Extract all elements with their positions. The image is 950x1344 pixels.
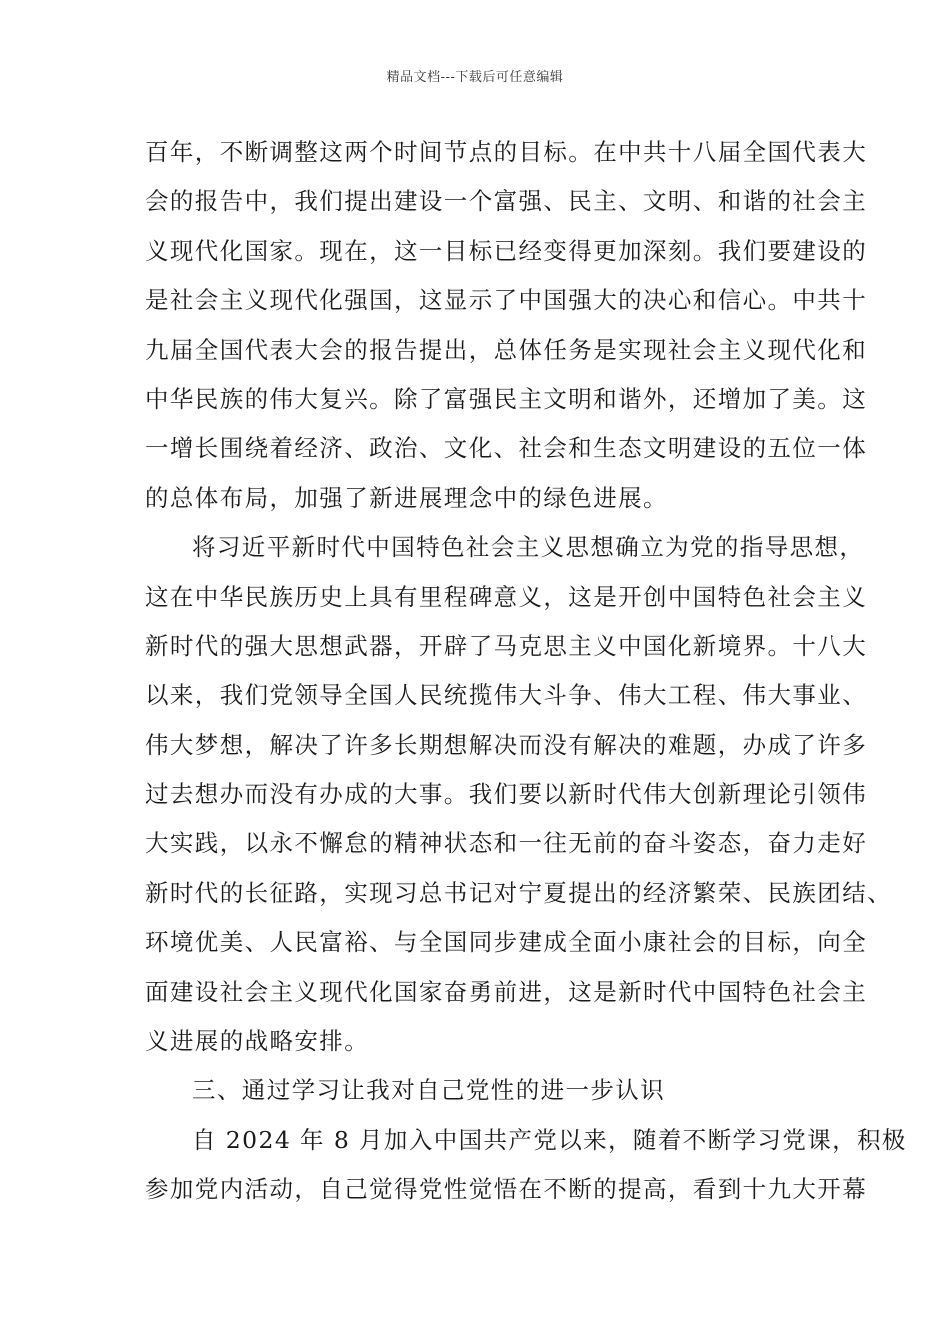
text-line: 环境优美、人民富裕、与全国同步建成全面小康社会的目标，向全 [145,928,868,957]
document-body [145,134,907,1221]
text-line: 是社会主义现代化强国，这显示了中国强大的决心和信心。中共十 [145,286,868,315]
text-line: 自 2024 年 8 月加入中国共产党以来，随着不断学习党课，积极 [192,1125,907,1154]
text-line: 义现代化国家。现在，这一目标已经变得更加深刻。我们要建设的 [145,236,868,265]
text-line: 会的报告中，我们提出建设一个富强、民主、文明、和谐的社会主 [145,187,868,216]
text-line: 过去想办而没有办成的大事。我们要以新时代伟大创新理论引领伟 [145,780,868,809]
text-line: 的总体布局，加强了新进展理念中的绿色进展。 [145,483,668,512]
text-line: 新时代的强大思想武器，开辟了马克思主义中国化新境界。十八大 [145,631,868,660]
text-line: 中华民族的伟大复兴。除了富强民主文明和谐外，还增加了美。这 [145,384,868,413]
page-header: 精品文档---下载后可任意编辑 [386,70,564,85]
text-line: 这在中华民族历史上具有里程碑意义，这是开创中国特色社会主义 [145,582,868,611]
text-line: 将习近平新时代中国特色社会主义思想确立为党的指导思想， [192,533,865,562]
text-line: 九届全国代表大会的报告提出，总体任务是实现社会主义现代化和 [145,335,868,364]
text-line: 以来，我们党领导全国人民统揽伟大斗争、伟大工程、伟大事业、 [145,681,868,710]
section-heading: 三、通过学习让我对自己党性的进一步认识 [192,1076,666,1105]
text-line: 新时代的长征路，实现习总书记对宁夏提出的经济繁荣、民族团结、 [145,878,892,907]
text-line: 一增长围绕着经济、政治、文化、社会和生态文明建设的五位一体 [145,434,868,463]
text-line: 面建设社会主义现代化国家奋勇前进，这是新时代中国特色社会主 [145,977,868,1006]
text-line: 伟大梦想，解决了许多长期想解决而没有解决的难题，办成了许多 [145,730,868,759]
text-line: 大实践，以永不懈怠的精神状态和一往无前的奋斗姿态，奋力走好 [145,829,868,858]
text-line: 义进展的战略安排。 [145,1027,370,1056]
text-line: 参加党内活动，自己觉得党性觉悟在不断的提高，看到十九大开幕 [145,1175,868,1204]
text-line: 百年，不断调整这两个时间节点的目标。在中共十八届全国代表大 [145,138,868,166]
